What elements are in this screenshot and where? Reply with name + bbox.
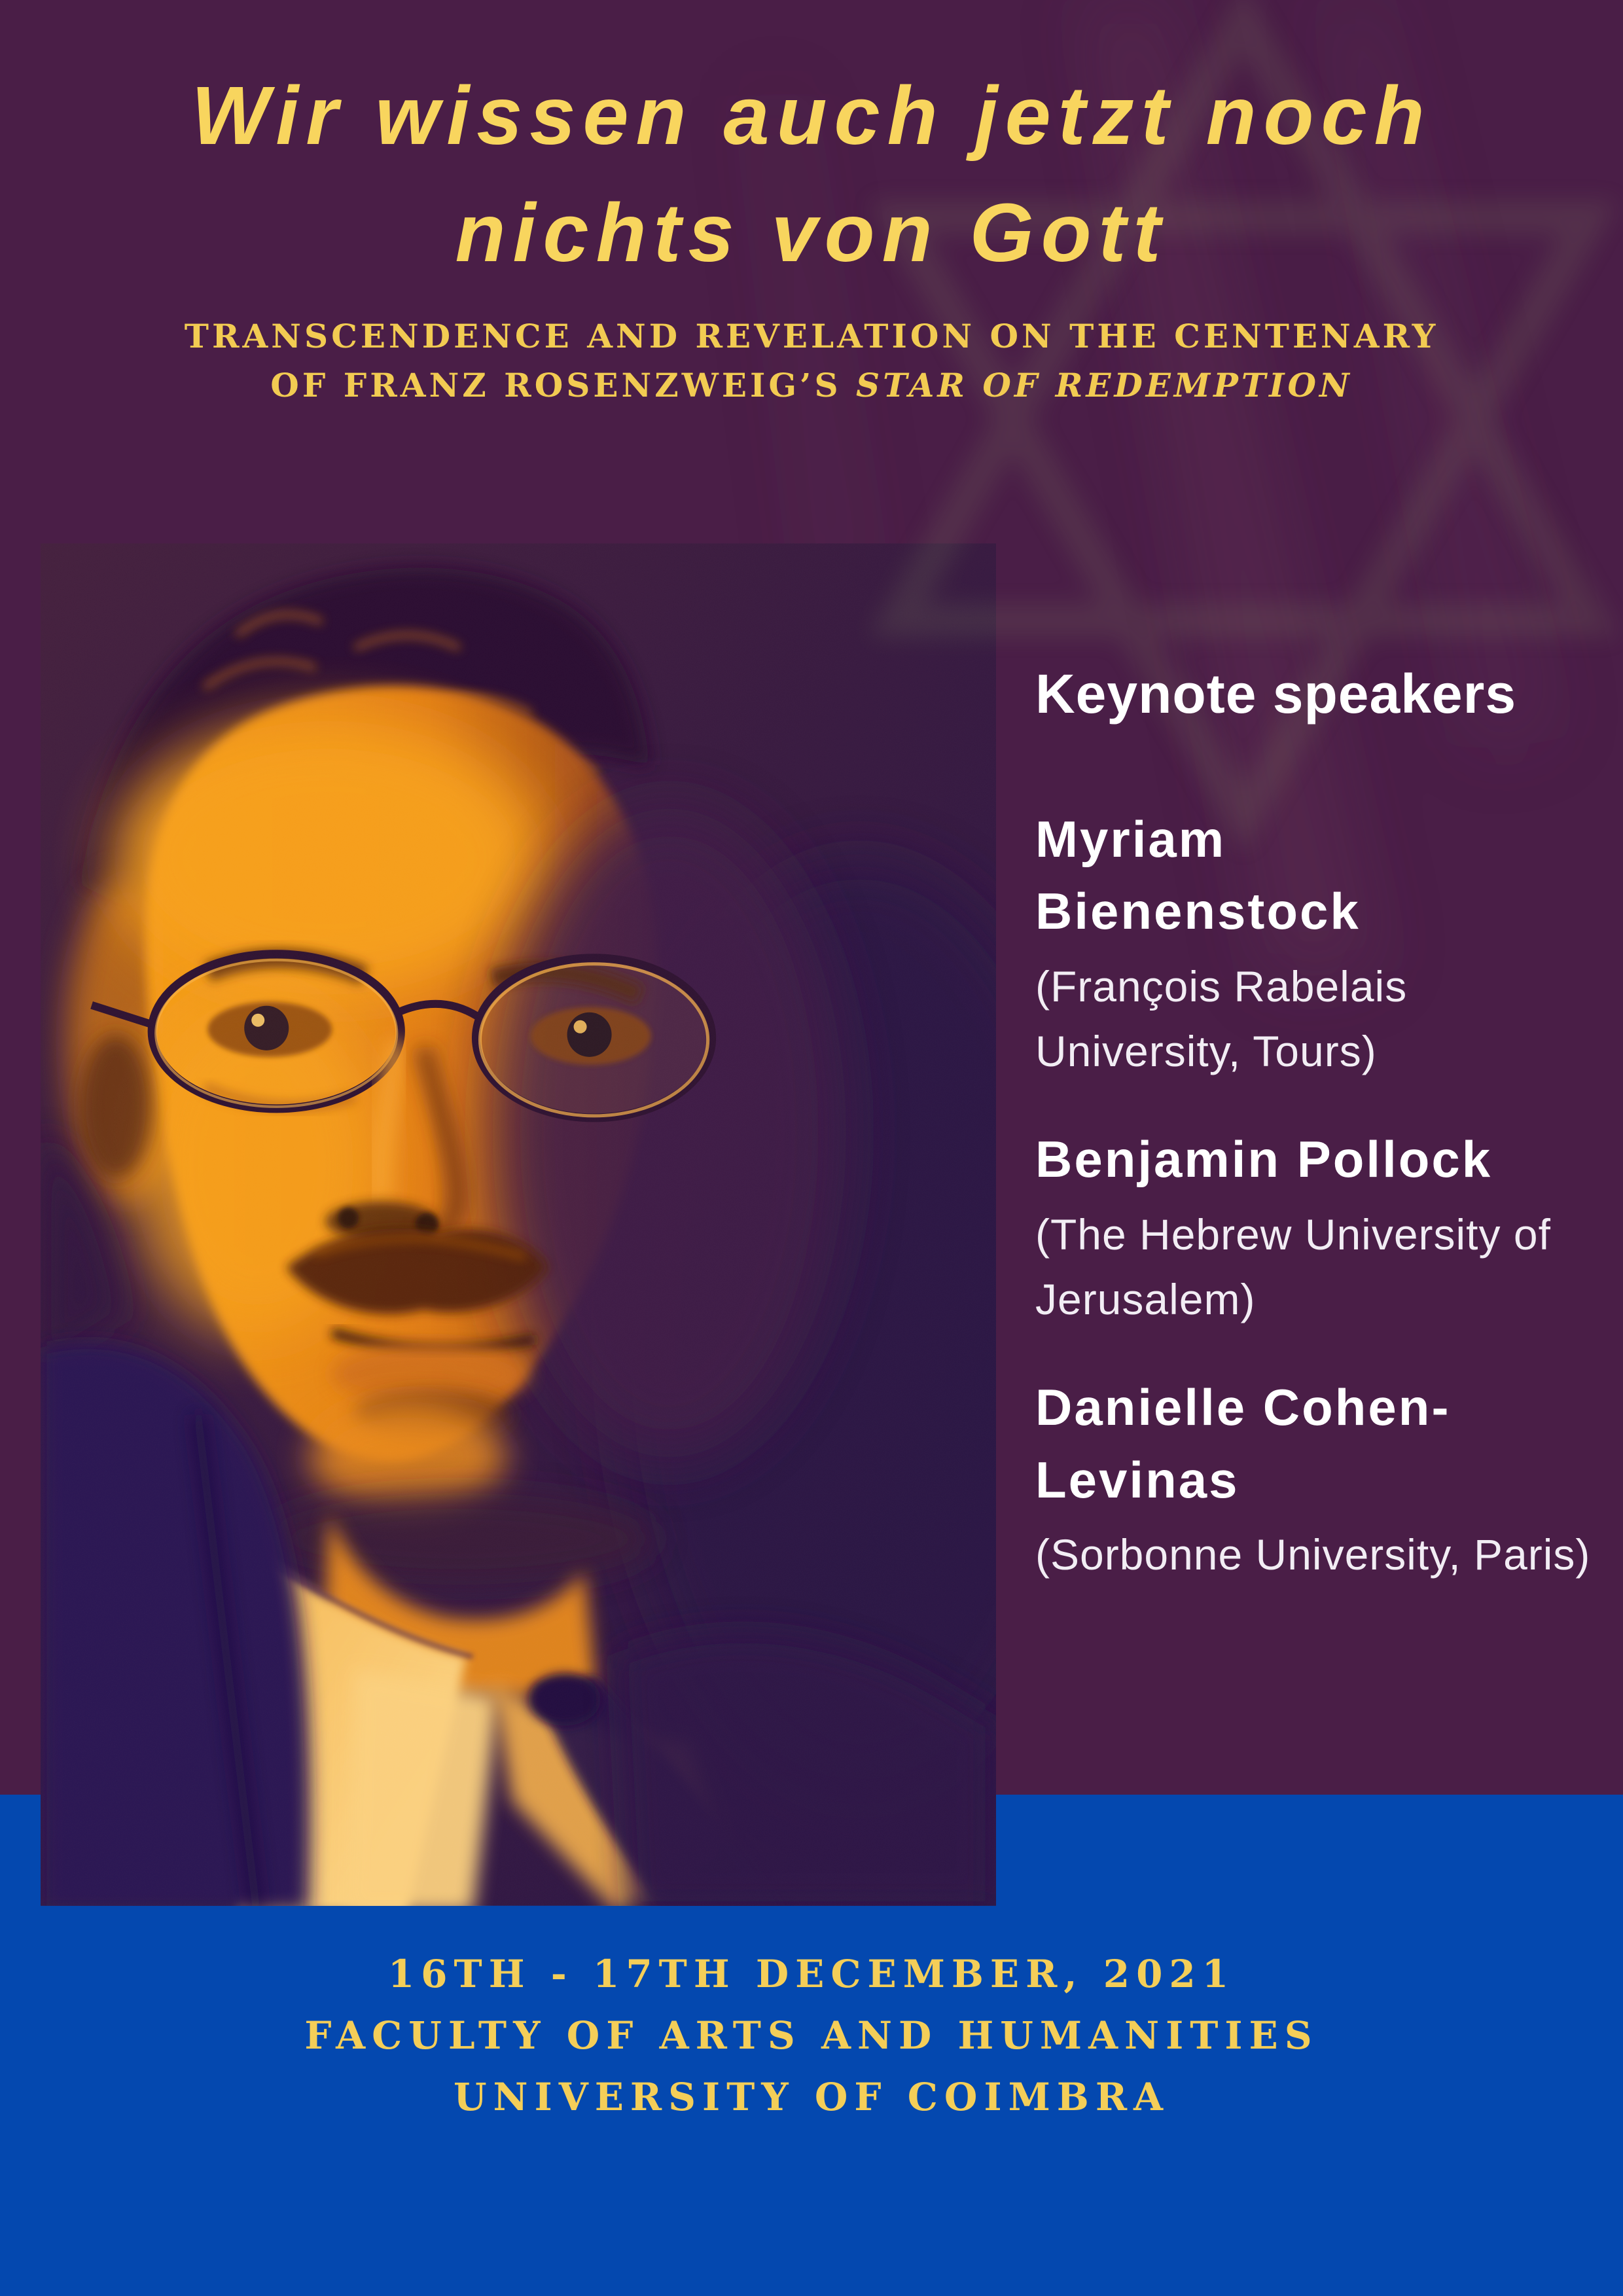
poster-header (0, 0, 1623, 410)
speaker-name: Danielle Cohen-Levinas (1035, 1378, 1451, 1509)
keynote-speakers-panel (1035, 662, 1614, 1626)
rosenzweig-portrait-photo (41, 543, 996, 1906)
subtitle-line-2 (0, 361, 1623, 410)
speaker-name: Myriam Bienenstock (1035, 810, 1361, 941)
subtitle-line-1: TRANSCENDENCE AND REVELATION ON THE CENTENARY (184, 316, 1439, 355)
event-faculty: FACULTY OF ARTS AND HUMANITIES (304, 2013, 1319, 2058)
event-university: UNIVERSITY OF COIMBRA (453, 2074, 1170, 2119)
event-title-line-2: nichts von Gott (455, 186, 1168, 279)
keynote-speakers-heading: Keynote speakers (1035, 663, 1517, 725)
speaker-affiliation: (The Hebrew University of Jerusalem) (1035, 1210, 1551, 1323)
speaker-affiliation: (François Rabelais University, Tours) (1035, 962, 1408, 1076)
speaker-item (1035, 1371, 1614, 1588)
event-dates: 16TH - 17TH DECEMBER, 2021 (387, 1952, 1236, 1996)
event-subtitle (0, 312, 1623, 410)
speaker-affiliation: (Sorbonne University, Paris) (1035, 1530, 1591, 1579)
speaker-name: Benjamin Pollock (1035, 1130, 1493, 1189)
speaker-item (1035, 803, 1614, 1085)
photo-grain (41, 543, 996, 1905)
speaker-item (1035, 1123, 1614, 1332)
event-title-line-1: Wir wissen auch jetzt noch (191, 69, 1432, 162)
subtitle-line-2-prefix: OF FRANZ ROSENZWEIG’S (270, 365, 856, 404)
subtitle-book-title: STAR OF REDEMPTION (855, 365, 1353, 404)
